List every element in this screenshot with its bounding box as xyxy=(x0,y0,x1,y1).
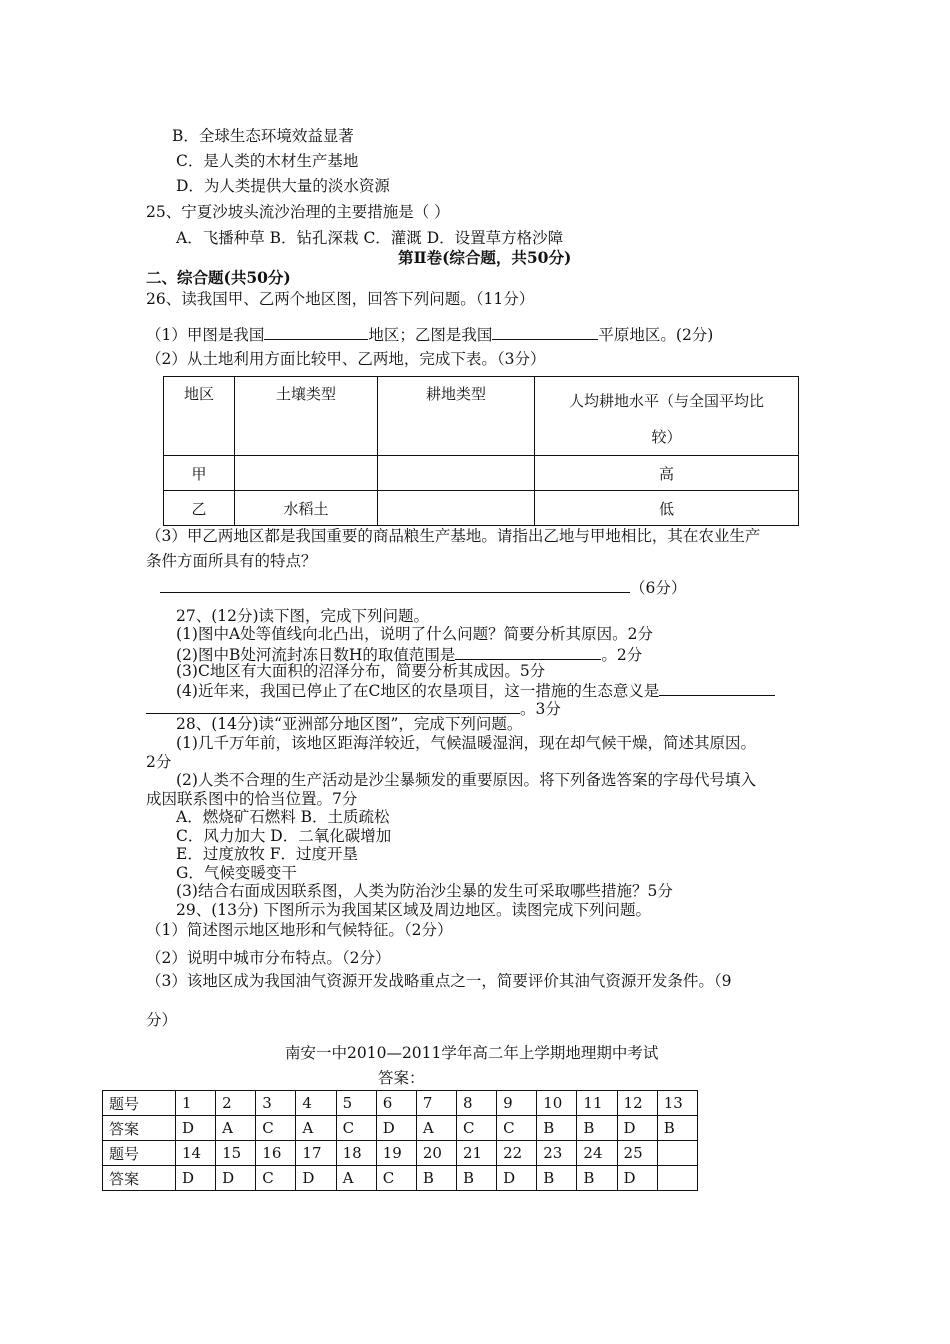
table-cell: B xyxy=(416,1166,456,1191)
q27-part4-text: (4)近年来，我国已停止了在C地区的农垦项目，这一措施的生态意义是 xyxy=(176,682,660,700)
q29-part1: （1）简述图示地区地形和气候特征。（2分） xyxy=(146,921,453,939)
q26-part3-line1: （3）甲乙两地区都是我国重要的商品粮生产基地。请指出乙地与甲地相比，其在农业生产 xyxy=(146,527,761,545)
table-cell: 25 xyxy=(617,1141,657,1166)
exam-title: 南安一中2010—2011学年高二年上学期地理期中考试 xyxy=(285,1044,659,1062)
table-cell: 甲 xyxy=(164,456,235,491)
q29-part2: （2）说明中城市分布特点。（2分） xyxy=(146,949,391,967)
table-cell xyxy=(378,491,535,526)
q26-part3-score: （6分） xyxy=(630,579,687,597)
table-cell: D xyxy=(497,1166,537,1191)
table-cell: 9 xyxy=(497,1091,537,1116)
table-cell: 11 xyxy=(577,1091,617,1116)
answer-label: 答案： xyxy=(378,1069,425,1087)
table-cell: 18 xyxy=(336,1141,376,1166)
table-cell: 16 xyxy=(256,1141,296,1166)
table-cell xyxy=(657,1141,697,1166)
header-line-1: 人均耕地水平（与全国平均比 xyxy=(568,392,764,410)
table-cell: 6 xyxy=(376,1091,416,1116)
table-cell: 5 xyxy=(336,1091,376,1116)
table-row xyxy=(164,491,799,526)
table-cell: 答案 xyxy=(103,1166,176,1191)
table-cell: 8 xyxy=(456,1091,496,1116)
table-cell: D xyxy=(617,1116,657,1141)
blank-line xyxy=(455,643,601,660)
table-cell: 题号 xyxy=(103,1091,176,1116)
q27-part1: (1)图中A处等值线向北凸出，说明了什么问题？简要分析其原因。2分 xyxy=(176,625,654,643)
q26-part2: （2）从土地利用方面比较甲、乙两地，完成下表。（3分） xyxy=(146,350,546,368)
q28-option-ab: A．燃烧矿石燃料 B．土质疏松 xyxy=(176,808,390,826)
q29-question: 29、(13分) 下图所示为我国某区域及周边地区。读图完成下列问题。 xyxy=(176,901,651,919)
table-cell: 水稻土 xyxy=(235,491,378,526)
table-cell: B xyxy=(456,1166,496,1191)
table-cell: B xyxy=(577,1166,617,1191)
q24-option-d: D．为人类提供大量的淡水资源 xyxy=(176,177,390,195)
header-line-2: 较） xyxy=(651,428,682,446)
table-cell: 22 xyxy=(497,1141,537,1166)
table-cell: 7 xyxy=(416,1091,456,1116)
table-cell: 3 xyxy=(256,1091,296,1116)
table-cell: 1 xyxy=(176,1091,216,1116)
table-cell: C xyxy=(456,1116,496,1141)
q26-part1-text-c: 平原地区。(2分) xyxy=(598,326,714,344)
table-cell: D xyxy=(376,1116,416,1141)
table-cell: 2 xyxy=(216,1091,256,1116)
table-header-row xyxy=(164,377,799,456)
table-cell xyxy=(657,1166,697,1191)
section-2-heading: 二、综合题(共50分) xyxy=(146,268,291,287)
table-header-cell: 地区 xyxy=(164,377,235,456)
table-cell: B xyxy=(537,1166,577,1191)
q28-question: 28、(14分)读“亚洲部分地区图”，完成下列问题。 xyxy=(176,715,523,733)
table-cell: 23 xyxy=(537,1141,577,1166)
q28-part2-cont: 成因联系图中的恰当位置。7分 xyxy=(146,790,358,808)
table-cell: 12 xyxy=(617,1091,657,1116)
table-cell: B xyxy=(577,1116,617,1141)
answer-key-table xyxy=(102,1090,698,1191)
q26-part3-line2: 条件方面所具有的特点？ xyxy=(146,552,317,570)
q24-option-c: C．是人类的木材生产基地 xyxy=(176,152,359,170)
q26-part1-text-a: （1）甲图是我国 xyxy=(146,326,265,344)
table-cell: A xyxy=(416,1116,456,1141)
q28-part1: (1)几千万年前，该地区距海洋较近，气候温暖湿润，现在却气候干燥，简述其原因。 xyxy=(176,734,756,752)
table-cell: C xyxy=(256,1116,296,1141)
q25-question: 25、宁夏沙坡头流沙治理的主要措施是（ ） xyxy=(146,203,450,221)
table-cell: 乙 xyxy=(164,491,235,526)
table-cell: 题号 xyxy=(103,1141,176,1166)
table-cell: A xyxy=(336,1166,376,1191)
q28-option-ef: E．过度放牧 F．过度开垦 xyxy=(176,845,358,863)
q27-part2-score: 。2分 xyxy=(601,646,643,664)
table-cell: D xyxy=(176,1116,216,1141)
part2-title: 第Ⅱ卷(综合题，共50分) xyxy=(398,248,572,267)
table-row xyxy=(103,1166,698,1191)
q26-part3-answer-line xyxy=(160,576,686,598)
table-cell: B xyxy=(537,1116,577,1141)
table-cell: 24 xyxy=(577,1141,617,1166)
blank-line xyxy=(659,679,775,696)
table-cell: 低 xyxy=(535,491,799,526)
table-header-cell: 耕地类型 xyxy=(378,377,535,456)
table-header-cell xyxy=(535,377,799,456)
table-row xyxy=(103,1141,698,1166)
table-cell: 15 xyxy=(216,1141,256,1166)
table-cell: 17 xyxy=(296,1141,336,1166)
q27-part2-text: (2)图中B处河流封冻日数H的取值范围是 xyxy=(176,646,456,664)
table-cell: B xyxy=(657,1116,697,1141)
q29-part3: （3）该地区成为我国油气资源开发战略重点之一，简要评价其油气资源开发条件。（9 xyxy=(146,972,732,990)
land-use-table xyxy=(163,376,799,526)
q28-option-g: G．气候变暖变干 xyxy=(176,864,297,882)
blank-line xyxy=(146,697,520,714)
table-cell: D xyxy=(216,1166,256,1191)
table-cell: D xyxy=(296,1166,336,1191)
table-cell: C xyxy=(336,1116,376,1141)
table-cell: A xyxy=(296,1116,336,1141)
table-cell xyxy=(235,456,378,491)
q27-question: 27、(12分)读下图，完成下列问题。 xyxy=(176,607,430,625)
table-cell xyxy=(378,456,535,491)
table-cell: 答案 xyxy=(103,1116,176,1141)
table-cell: 14 xyxy=(176,1141,216,1166)
blank-line xyxy=(492,323,598,340)
q28-option-cd: C．风力加大 D．二氧化碳增加 xyxy=(176,827,392,845)
q26-question: 26、读我国甲、乙两个地区图，回答下列问题。（11分） xyxy=(146,290,535,308)
table-cell: D xyxy=(176,1166,216,1191)
table-cell: 10 xyxy=(537,1091,577,1116)
q28-part3: (3)结合右面成因联系图，人类为防治沙尘暴的发生可采取哪些措施？5分 xyxy=(176,882,673,900)
q27-part4-score: 。3分 xyxy=(520,700,561,718)
table-cell: D xyxy=(617,1166,657,1191)
q28-part1-score: 2分 xyxy=(146,753,172,771)
table-cell: 4 xyxy=(296,1091,336,1116)
table-cell: C xyxy=(256,1166,296,1191)
table-row xyxy=(164,456,799,491)
table-cell: 高 xyxy=(535,456,799,491)
table-row xyxy=(103,1116,698,1141)
table-cell: 20 xyxy=(416,1141,456,1166)
table-row xyxy=(103,1091,698,1116)
q26-part1-text-b: 地区；乙图是我国 xyxy=(368,326,493,344)
q26-part1 xyxy=(146,323,713,345)
table-cell: 19 xyxy=(376,1141,416,1166)
table-cell: 13 xyxy=(657,1091,697,1116)
table-cell: C xyxy=(376,1166,416,1191)
q24-option-b: B．全球生态环境效益显著 xyxy=(172,127,354,145)
table-cell: C xyxy=(497,1116,537,1141)
table-header-cell: 土壤类型 xyxy=(235,377,378,456)
q29-part3-cont: 分） xyxy=(146,1011,178,1029)
q28-part2: (2)人类不合理的生产活动是沙尘暴频发的重要原因。将下列备选答案的字母代号填入 xyxy=(176,771,756,789)
table-cell: A xyxy=(216,1116,256,1141)
table-cell: 21 xyxy=(456,1141,496,1166)
blank-line xyxy=(264,323,368,340)
blank-line xyxy=(160,576,630,593)
q27-part3: (3)C地区有大面积的沼泽分布，简要分析其成因。5分 xyxy=(176,662,546,680)
q25-options: A．飞播种草 B．钻孔深栽 C．灌溉 D．设置草方格沙障 xyxy=(176,229,564,247)
